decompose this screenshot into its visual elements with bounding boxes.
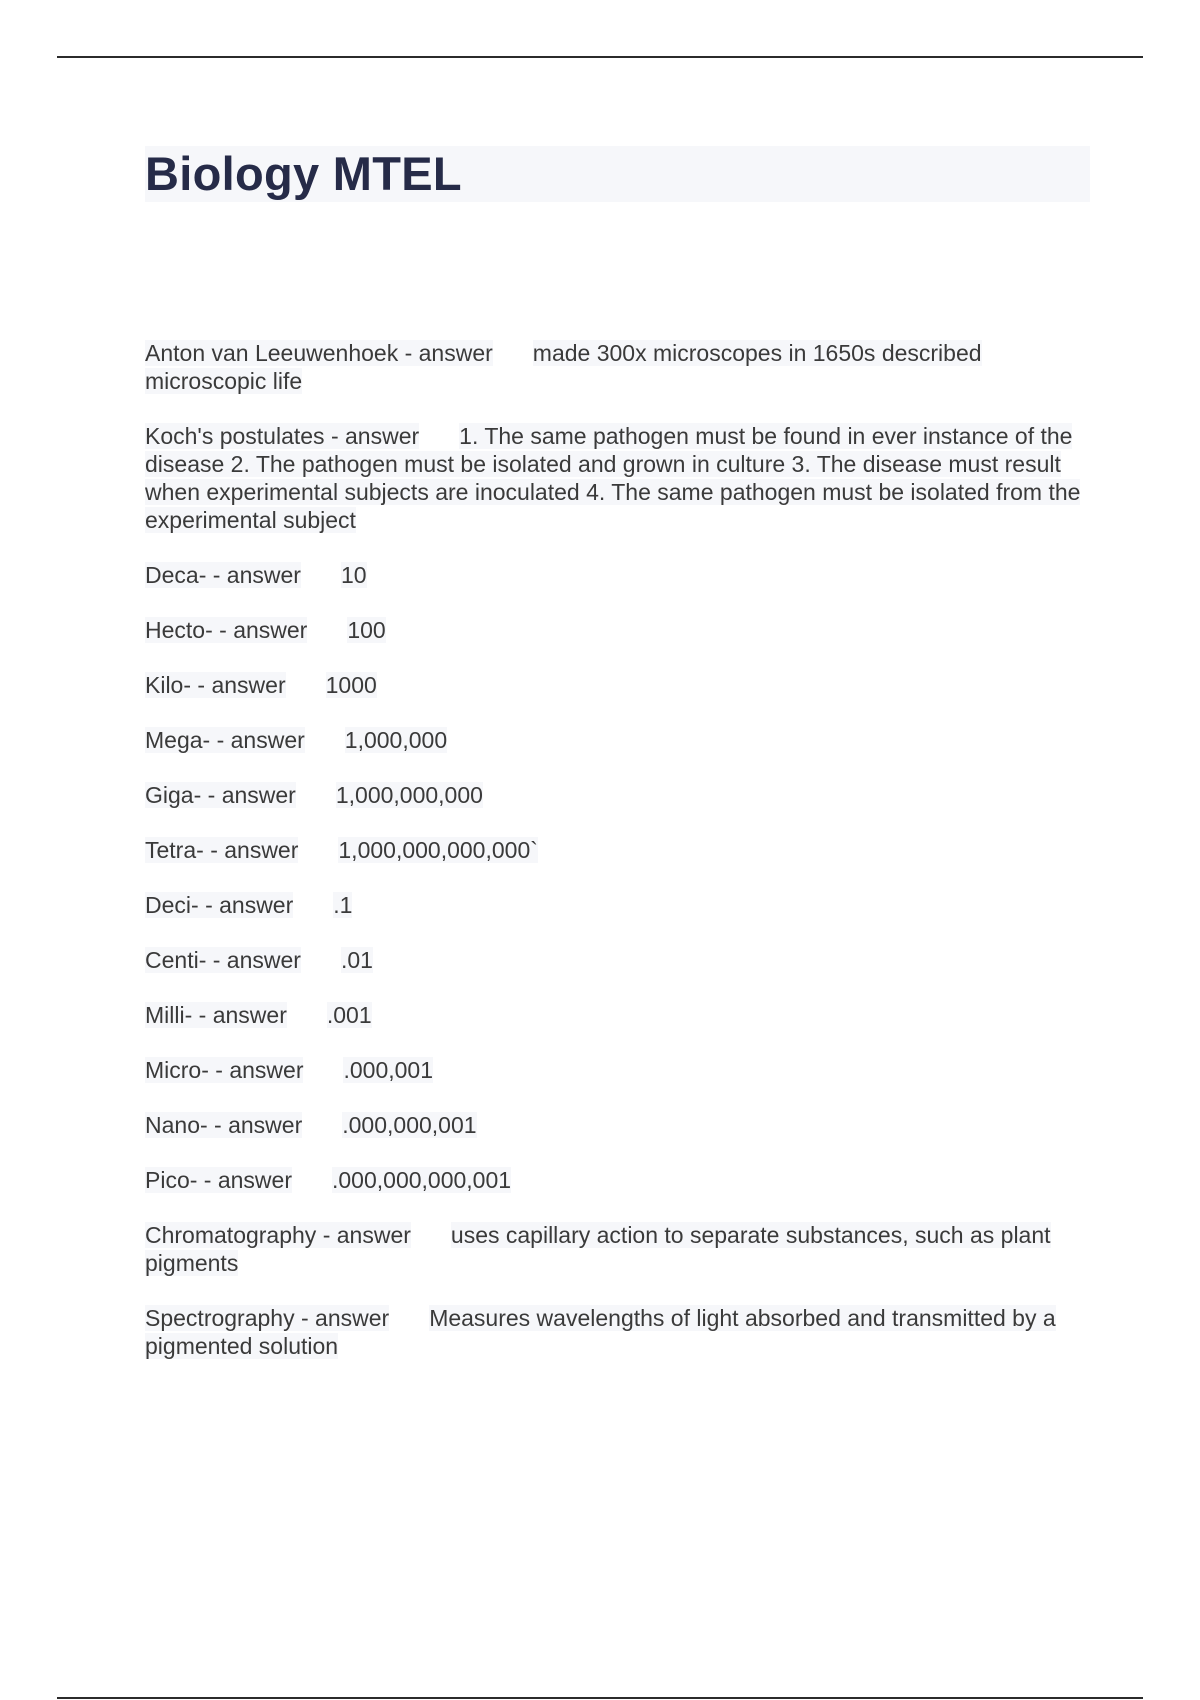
card-definition: .001 bbox=[326, 1002, 372, 1028]
card-definition: 1000 bbox=[325, 672, 377, 698]
card-definition: .000,000,000,001 bbox=[332, 1167, 512, 1193]
flashcard bbox=[145, 1221, 1090, 1277]
flashcard bbox=[145, 339, 1090, 395]
card-term: Milli- - answer bbox=[145, 1002, 287, 1028]
card-term: Koch's postulates - answer bbox=[145, 423, 420, 449]
card-definition: uses capillary action to separate substances, such as plant pigments bbox=[145, 1222, 1051, 1276]
card-definition: made 300x microscopes in 1650s described microscopic life bbox=[145, 340, 982, 394]
flashcard-list bbox=[145, 339, 1090, 1387]
flashcard bbox=[145, 1111, 1090, 1139]
card-definition: .000,000,001 bbox=[342, 1112, 477, 1138]
card-definition: .1 bbox=[333, 892, 353, 918]
card-term: Spectrography - answer bbox=[145, 1305, 390, 1331]
card-definition: 10 bbox=[340, 562, 367, 588]
card-definition: 1,000,000 bbox=[344, 727, 448, 753]
card-term: Giga- - answer bbox=[145, 782, 296, 808]
card-term: Deci- - answer bbox=[145, 892, 294, 918]
card-term: Hecto- - answer bbox=[145, 617, 308, 643]
card-definition: 1. The same pathogen must be found in ever instance of the disease 2. The pathogen must be isolated and grown in culture 3. The disease must result when experimental subjects are inoculated 4. The same pathogen must be isolated from the experimental subject bbox=[145, 423, 1081, 533]
top-rule bbox=[57, 56, 1143, 58]
card-definition: .01 bbox=[340, 947, 373, 973]
flashcard bbox=[145, 1001, 1090, 1029]
flashcard bbox=[145, 726, 1090, 754]
flashcard bbox=[145, 671, 1090, 699]
card-term: Micro- - answer bbox=[145, 1057, 304, 1083]
page-title: Biology MTEL bbox=[145, 147, 462, 200]
card-definition: 100 bbox=[347, 617, 386, 643]
flashcard bbox=[145, 616, 1090, 644]
card-term: Centi- - answer bbox=[145, 947, 301, 973]
card-definition: Measures wavelengths of light absorbed and transmitted by a pigmented solution bbox=[145, 1305, 1056, 1359]
card-term: Nano- - answer bbox=[145, 1112, 303, 1138]
card-definition: .000,001 bbox=[343, 1057, 434, 1083]
flashcard bbox=[145, 1304, 1090, 1360]
flashcard bbox=[145, 561, 1090, 589]
flashcard bbox=[145, 946, 1090, 974]
card-term: Mega- - answer bbox=[145, 727, 305, 753]
card-term: Tetra- - answer bbox=[145, 837, 299, 863]
bottom-rule bbox=[57, 1697, 1143, 1699]
flashcard bbox=[145, 836, 1090, 864]
card-definition: 1,000,000,000 bbox=[335, 782, 483, 808]
flashcard bbox=[145, 1056, 1090, 1084]
flashcard bbox=[145, 1166, 1090, 1194]
card-term: Chromatography - answer bbox=[145, 1222, 411, 1248]
card-definition: 1,000,000,000,000` bbox=[338, 837, 538, 863]
flashcard bbox=[145, 422, 1090, 534]
card-term: Deca- - answer bbox=[145, 562, 301, 588]
flashcard bbox=[145, 891, 1090, 919]
card-term: Pico- - answer bbox=[145, 1167, 292, 1193]
card-term: Kilo- - answer bbox=[145, 672, 286, 698]
card-term: Anton van Leeuwenhoek - answer bbox=[145, 340, 493, 366]
flashcard bbox=[145, 781, 1090, 809]
